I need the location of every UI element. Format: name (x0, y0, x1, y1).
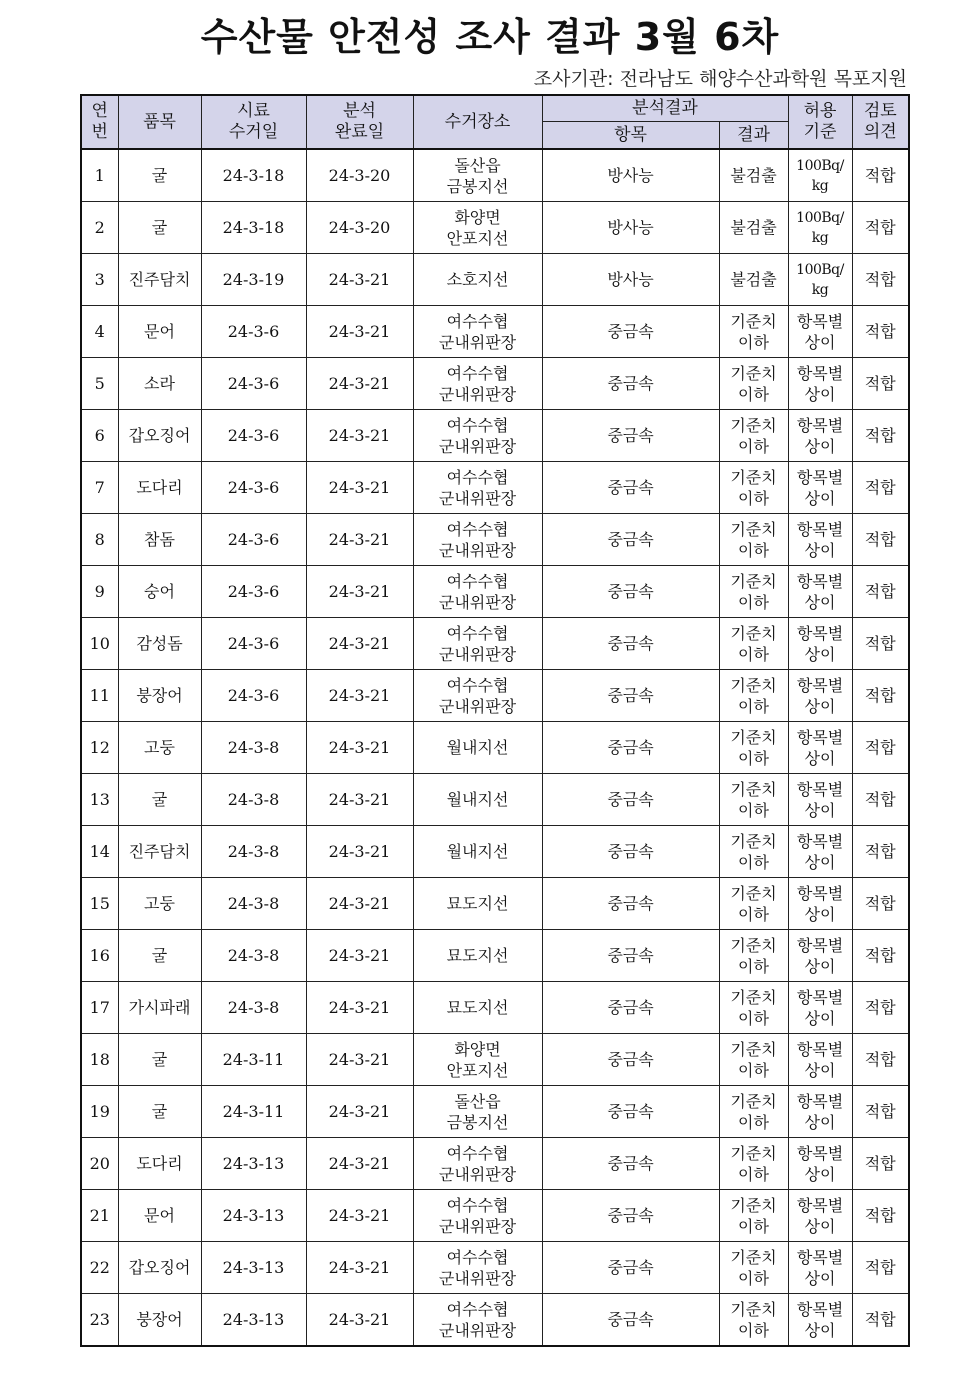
item-name: 갑오징어 (118, 410, 201, 462)
review-opinion: 적합 (852, 1242, 909, 1294)
item-name: 가시파래 (118, 982, 201, 1034)
row-number: 21 (81, 1190, 118, 1242)
sample-date: 24-3-6 (201, 670, 306, 722)
table-body (81, 149, 909, 1346)
item-name: 고둥 (118, 722, 201, 774)
item-name: 굴 (118, 1034, 201, 1086)
row-number: 3 (81, 254, 118, 306)
item-name: 굴 (118, 930, 201, 982)
row-number: 14 (81, 826, 118, 878)
collection-place: 여수수협 군내위판장 (413, 410, 542, 462)
collection-place: 화양면 안포지선 (413, 1034, 542, 1086)
review-opinion: 적합 (852, 358, 909, 410)
result: 기준치 이하 (719, 1190, 788, 1242)
allowable-limit: 항목별 상이 (788, 514, 852, 566)
row-number: 8 (81, 514, 118, 566)
sample-date: 24-3-11 (201, 1034, 306, 1086)
allowable-limit: 항목별 상이 (788, 410, 852, 462)
item-name: 굴 (118, 774, 201, 826)
review-opinion: 적합 (852, 878, 909, 930)
sample-date: 24-3-13 (201, 1242, 306, 1294)
item-name: 문어 (118, 1190, 201, 1242)
analysis-date: 24-3-21 (306, 1034, 413, 1086)
header-sample-date: 시료 수거일 (201, 95, 306, 149)
table-header (81, 95, 909, 149)
collection-place: 여수수협 군내위판장 (413, 618, 542, 670)
collection-place: 여수수협 군내위판장 (413, 566, 542, 618)
allowable-limit: 항목별 상이 (788, 358, 852, 410)
item-name: 문어 (118, 306, 201, 358)
collection-place: 묘도지선 (413, 878, 542, 930)
review-opinion: 적합 (852, 202, 909, 254)
analyte: 중금속 (542, 982, 719, 1034)
table-row (81, 358, 909, 410)
table-row (81, 1190, 909, 1242)
item-name: 참돔 (118, 514, 201, 566)
row-number: 4 (81, 306, 118, 358)
allowable-limit: 항목별 상이 (788, 670, 852, 722)
table-row (81, 722, 909, 774)
review-opinion: 적합 (852, 774, 909, 826)
item-name: 진주담치 (118, 826, 201, 878)
header-opinion: 검토 의견 (852, 95, 909, 149)
sample-date: 24-3-11 (201, 1086, 306, 1138)
analyte: 중금속 (542, 514, 719, 566)
allowable-limit: 항목별 상이 (788, 1190, 852, 1242)
item-name: 굴 (118, 1086, 201, 1138)
item-name: 숭어 (118, 566, 201, 618)
review-opinion: 적합 (852, 566, 909, 618)
collection-place: 소호지선 (413, 254, 542, 306)
table-row (81, 878, 909, 930)
analyte: 중금속 (542, 878, 719, 930)
sample-date: 24-3-6 (201, 618, 306, 670)
review-opinion: 적합 (852, 149, 909, 202)
table-row (81, 1034, 909, 1086)
collection-place: 묘도지선 (413, 930, 542, 982)
table-row (81, 1138, 909, 1190)
table-row (81, 826, 909, 878)
row-number: 9 (81, 566, 118, 618)
row-number: 20 (81, 1138, 118, 1190)
analysis-date: 24-3-21 (306, 618, 413, 670)
table-row (81, 254, 909, 306)
result: 기준치 이하 (719, 982, 788, 1034)
result: 불검출 (719, 254, 788, 306)
sample-date: 24-3-13 (201, 1190, 306, 1242)
row-number: 1 (81, 149, 118, 202)
result: 기준치 이하 (719, 826, 788, 878)
allowable-limit: 항목별 상이 (788, 930, 852, 982)
table-row (81, 202, 909, 254)
sample-date: 24-3-8 (201, 774, 306, 826)
result: 기준치 이하 (719, 670, 788, 722)
collection-place: 여수수협 군내위판장 (413, 670, 542, 722)
review-opinion: 적합 (852, 410, 909, 462)
analysis-date: 24-3-21 (306, 774, 413, 826)
review-opinion: 적합 (852, 462, 909, 514)
row-number: 19 (81, 1086, 118, 1138)
analysis-date: 24-3-21 (306, 1294, 413, 1347)
result: 기준치 이하 (719, 566, 788, 618)
row-number: 13 (81, 774, 118, 826)
result: 기준치 이하 (719, 1138, 788, 1190)
survey-agency: 조사기관: 전라남도 해양수산과학원 목포지원 (533, 68, 907, 90)
review-opinion: 적합 (852, 1190, 909, 1242)
review-opinion: 적합 (852, 514, 909, 566)
result: 기준치 이하 (719, 410, 788, 462)
review-opinion: 적합 (852, 1294, 909, 1347)
sample-date: 24-3-6 (201, 514, 306, 566)
analysis-date: 24-3-21 (306, 1190, 413, 1242)
results-table (80, 94, 910, 1347)
result: 기준치 이하 (719, 1034, 788, 1086)
analyte: 중금속 (542, 670, 719, 722)
page-title: 수산물 안전성 조사 결과 3월 6차 (200, 15, 780, 59)
allowable-limit: 항목별 상이 (788, 982, 852, 1034)
analyte: 중금속 (542, 774, 719, 826)
review-opinion: 적합 (852, 618, 909, 670)
analyte: 중금속 (542, 618, 719, 670)
analysis-date: 24-3-21 (306, 514, 413, 566)
analyte: 방사능 (542, 254, 719, 306)
analyte: 중금속 (542, 1034, 719, 1086)
collection-place: 여수수협 군내위판장 (413, 1190, 542, 1242)
collection-place: 월내지선 (413, 722, 542, 774)
item-name: 붕장어 (118, 670, 201, 722)
result: 기준치 이하 (719, 514, 788, 566)
analyte: 중금속 (542, 1086, 719, 1138)
sample-date: 24-3-19 (201, 254, 306, 306)
result: 기준치 이하 (719, 306, 788, 358)
sample-date: 24-3-6 (201, 306, 306, 358)
allowable-limit: 항목별 상이 (788, 306, 852, 358)
item-name: 굴 (118, 149, 201, 202)
table-row (81, 774, 909, 826)
item-name: 갑오징어 (118, 1242, 201, 1294)
allowable-limit: 항목별 상이 (788, 566, 852, 618)
analyte: 방사능 (542, 149, 719, 202)
analysis-date: 24-3-21 (306, 722, 413, 774)
row-number: 2 (81, 202, 118, 254)
row-number: 16 (81, 930, 118, 982)
collection-place: 여수수협 군내위판장 (413, 514, 542, 566)
review-opinion: 적합 (852, 1138, 909, 1190)
table-row (81, 618, 909, 670)
sample-date: 24-3-8 (201, 982, 306, 1034)
item-name: 감성돔 (118, 618, 201, 670)
header-limit: 허용 기준 (788, 95, 852, 149)
header-item: 품목 (118, 95, 201, 149)
collection-place: 여수수협 군내위판장 (413, 1138, 542, 1190)
analyte: 중금속 (542, 306, 719, 358)
row-number: 15 (81, 878, 118, 930)
analyte: 중금속 (542, 1294, 719, 1347)
analysis-date: 24-3-21 (306, 410, 413, 462)
result: 기준치 이하 (719, 1294, 788, 1347)
allowable-limit: 항목별 상이 (788, 1242, 852, 1294)
row-number: 11 (81, 670, 118, 722)
result: 기준치 이하 (719, 774, 788, 826)
analysis-date: 24-3-21 (306, 254, 413, 306)
item-name: 소라 (118, 358, 201, 410)
table-row (81, 149, 909, 202)
analysis-date: 24-3-20 (306, 149, 413, 202)
row-number: 17 (81, 982, 118, 1034)
sample-date: 24-3-6 (201, 410, 306, 462)
result: 기준치 이하 (719, 878, 788, 930)
analyte: 중금속 (542, 930, 719, 982)
item-name: 도다리 (118, 1138, 201, 1190)
sample-date: 24-3-13 (201, 1138, 306, 1190)
item-name: 굴 (118, 202, 201, 254)
collection-place: 여수수협 군내위판장 (413, 358, 542, 410)
allowable-limit: 100Bq/ kg (788, 202, 852, 254)
row-number: 7 (81, 462, 118, 514)
table-row (81, 514, 909, 566)
header-no: 연 번 (81, 95, 118, 149)
allowable-limit: 항목별 상이 (788, 1086, 852, 1138)
row-number: 10 (81, 618, 118, 670)
collection-place: 돌산읍 금봉지선 (413, 1086, 542, 1138)
header-result: 결과 (719, 122, 788, 150)
collection-place: 여수수협 군내위판장 (413, 1294, 542, 1347)
analysis-date: 24-3-21 (306, 566, 413, 618)
item-name: 진주담치 (118, 254, 201, 306)
header-analysis-result: 분석결과 (542, 95, 788, 122)
header-place: 수거장소 (413, 95, 542, 149)
analyte: 중금속 (542, 826, 719, 878)
result: 불검출 (719, 202, 788, 254)
analysis-date: 24-3-21 (306, 1138, 413, 1190)
analyte: 중금속 (542, 1138, 719, 1190)
analysis-date: 24-3-20 (306, 202, 413, 254)
row-number: 12 (81, 722, 118, 774)
analyte: 중금속 (542, 410, 719, 462)
analysis-date: 24-3-21 (306, 358, 413, 410)
collection-place: 월내지선 (413, 826, 542, 878)
analyte: 중금속 (542, 722, 719, 774)
row-number: 6 (81, 410, 118, 462)
review-opinion: 적합 (852, 254, 909, 306)
allowable-limit: 항목별 상이 (788, 462, 852, 514)
item-name: 도다리 (118, 462, 201, 514)
table-row (81, 930, 909, 982)
sample-date: 24-3-18 (201, 149, 306, 202)
table-row (81, 1294, 909, 1347)
analysis-date: 24-3-21 (306, 462, 413, 514)
result: 기준치 이하 (719, 930, 788, 982)
header-analysis-date: 분석 완료일 (306, 95, 413, 149)
review-opinion: 적합 (852, 306, 909, 358)
analyte: 중금속 (542, 358, 719, 410)
sample-date: 24-3-6 (201, 462, 306, 514)
review-opinion: 적합 (852, 670, 909, 722)
review-opinion: 적합 (852, 722, 909, 774)
result: 기준치 이하 (719, 1086, 788, 1138)
collection-place: 여수수협 군내위판장 (413, 1242, 542, 1294)
review-opinion: 적합 (852, 930, 909, 982)
review-opinion: 적합 (852, 982, 909, 1034)
header-analyte: 항목 (542, 122, 719, 150)
analysis-date: 24-3-21 (306, 1242, 413, 1294)
item-name: 고둥 (118, 878, 201, 930)
result: 기준치 이하 (719, 618, 788, 670)
row-number: 23 (81, 1294, 118, 1347)
row-number: 18 (81, 1034, 118, 1086)
collection-place: 묘도지선 (413, 982, 542, 1034)
analysis-date: 24-3-21 (306, 878, 413, 930)
analyte: 중금속 (542, 462, 719, 514)
analyte: 방사능 (542, 202, 719, 254)
collection-place: 화양면 안포지선 (413, 202, 542, 254)
table-row (81, 410, 909, 462)
table-row (81, 462, 909, 514)
sample-date: 24-3-8 (201, 722, 306, 774)
table-row (81, 1086, 909, 1138)
result: 기준치 이하 (719, 722, 788, 774)
table-row (81, 306, 909, 358)
collection-place: 여수수협 군내위판장 (413, 462, 542, 514)
review-opinion: 적합 (852, 1034, 909, 1086)
review-opinion: 적합 (852, 1086, 909, 1138)
allowable-limit: 항목별 상이 (788, 1294, 852, 1347)
sample-date: 24-3-18 (201, 202, 306, 254)
sample-date: 24-3-8 (201, 930, 306, 982)
review-opinion: 적합 (852, 826, 909, 878)
analysis-date: 24-3-21 (306, 670, 413, 722)
result: 기준치 이하 (719, 358, 788, 410)
analysis-date: 24-3-21 (306, 982, 413, 1034)
item-name: 붕장어 (118, 1294, 201, 1347)
table-row (81, 1242, 909, 1294)
analysis-date: 24-3-21 (306, 306, 413, 358)
sample-date: 24-3-13 (201, 1294, 306, 1347)
allowable-limit: 100Bq/ kg (788, 254, 852, 306)
collection-place: 여수수협 군내위판장 (413, 306, 542, 358)
analysis-date: 24-3-21 (306, 1086, 413, 1138)
allowable-limit: 100Bq/ kg (788, 149, 852, 202)
table-row (81, 566, 909, 618)
sample-date: 24-3-6 (201, 566, 306, 618)
allowable-limit: 항목별 상이 (788, 722, 852, 774)
table-row (81, 982, 909, 1034)
sample-date: 24-3-8 (201, 878, 306, 930)
row-number: 22 (81, 1242, 118, 1294)
allowable-limit: 항목별 상이 (788, 618, 852, 670)
analyte: 중금속 (542, 1190, 719, 1242)
analyte: 중금속 (542, 566, 719, 618)
result: 기준치 이하 (719, 1242, 788, 1294)
collection-place: 돌산읍 금봉지선 (413, 149, 542, 202)
sample-date: 24-3-8 (201, 826, 306, 878)
collection-place: 월내지선 (413, 774, 542, 826)
row-number: 5 (81, 358, 118, 410)
allowable-limit: 항목별 상이 (788, 1138, 852, 1190)
allowable-limit: 항목별 상이 (788, 774, 852, 826)
allowable-limit: 항목별 상이 (788, 1034, 852, 1086)
result: 불검출 (719, 149, 788, 202)
table-row (81, 670, 909, 722)
analyte: 중금속 (542, 1242, 719, 1294)
analysis-date: 24-3-21 (306, 826, 413, 878)
analysis-date: 24-3-21 (306, 930, 413, 982)
sample-date: 24-3-6 (201, 358, 306, 410)
allowable-limit: 항목별 상이 (788, 826, 852, 878)
result: 기준치 이하 (719, 462, 788, 514)
allowable-limit: 항목별 상이 (788, 878, 852, 930)
